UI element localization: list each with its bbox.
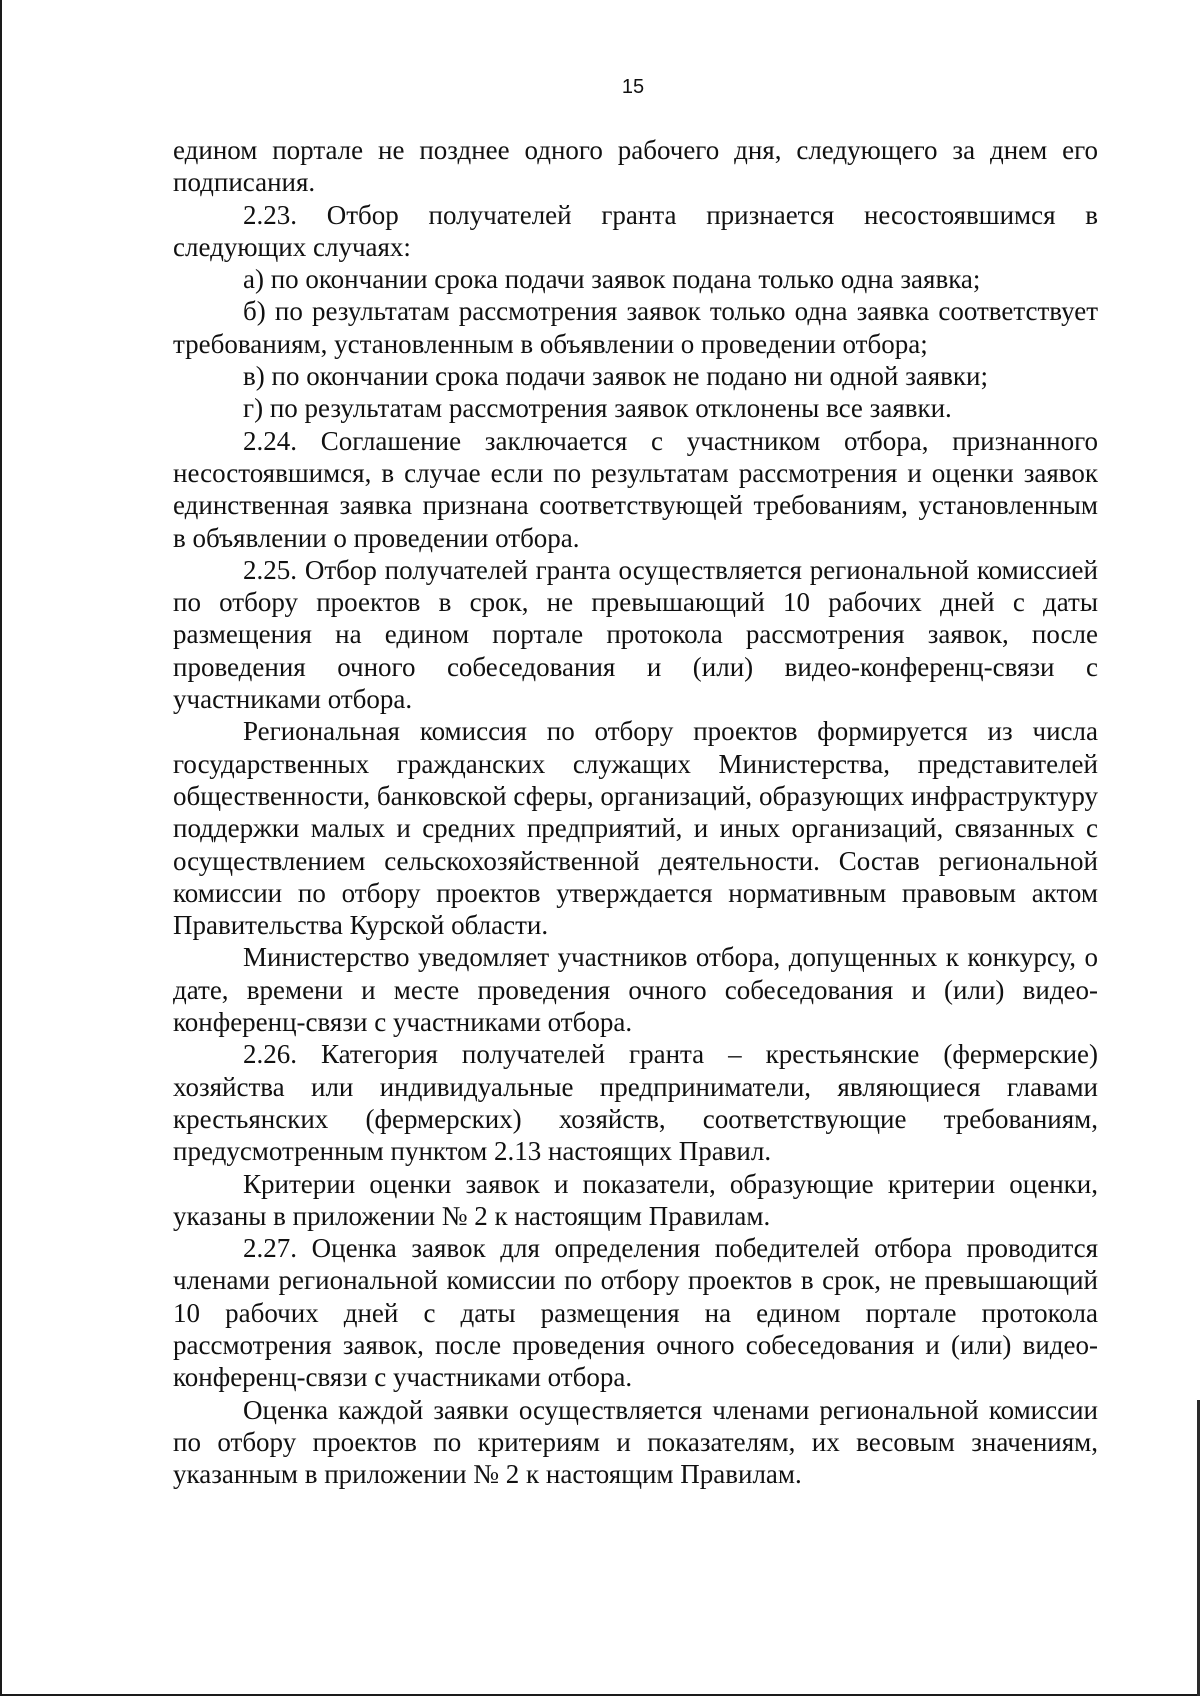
paragraph: 2.23. Отбор получателей гранта признается несостоявшимся в следующих случаях:	[173, 199, 1098, 262]
paragraph: 2.25. Отбор получателей гранта осуществляется региональной комиссией по отбору проектов в срок, не превышающий 10 рабочих дней с даты размещения на едином портале протокола рассмотрения заявок, после проведения очного собеседования и (или) видео-конференц-связи с участниками отбора.	[173, 554, 1098, 715]
paragraph: 2.26. Категория получателей гранта – крестьянские (фермерские) хозяйства или индивидуальные предприниматели, являющиеся главами крестьянских (фермерских) хозяйств, соответствующие требованиям, предусмотренным пунктом 2.13 настоящих Правил.	[173, 1039, 1098, 1167]
paragraph: Критерии оценки заявок и показатели, образующие критерии оценки, указаны в приложении № 2 к настоящим Правилам.	[173, 1168, 1098, 1231]
paragraph: едином портале не позднее одного рабочего дня, следующего за днем его подписания.	[173, 135, 1098, 198]
list-item: б) по результатам рассмотрения заявок только одна заявка соответствует требованиям, установленным в объявлении о проведении отбора;	[173, 296, 1098, 359]
document-body	[173, 134, 1098, 1490]
paragraph: Министерство уведомляет участников отбора, допущенных к конкурсу, о дате, времени и месте проведения очного собеседования и (или) видео-конференц-связи с участниками отбора.	[173, 942, 1098, 1038]
list-item: в) по окончании срока подачи заявок не подано ни одной заявки;	[243, 361, 988, 392]
paragraph: 2.24. Соглашение заключается с участником отбора, признанного несостоявшимся, в случае если по результатам рассмотрения и оценки заявок единственная заявка признана соответствующей требованиям, установленным в объявлении о проведении отбора.	[173, 425, 1098, 553]
paragraph: 2.27. Оценка заявок для определения победителей отбора проводится членами региональной комиссии по отбору проектов в срок, не превышающий 10 рабочих дней с даты размещения на едином портале протокола рассмотрения заявок, после проведения очного собеседования и (или) видео-конференц-связи с участниками отбора.	[173, 1233, 1098, 1393]
page-number: 15	[621, 76, 645, 98]
paragraph: Оценка каждой заявки осуществляется членами региональной комиссии по отбору проектов по критериям и показателям, их весовым значениям, указанным в приложении № 2 к настоящим Правилам.	[173, 1394, 1098, 1490]
paragraph: Региональная комиссия по отбору проектов формируется из числа государственных гражданских служащих Министерства, представителей общественности, банковской сферы, организаций, образующих инфраструктуру поддержки малых и средних предприятий, и иных организаций, связанных с осуществлением сельскохозяйственной деятельности. Состав региональной комиссии по отбору проектов утверждается нормативным правовым актом Правительства Курской области.	[173, 716, 1098, 941]
list-item: а) по окончании срока подачи заявок подана только одна заявка;	[243, 264, 981, 295]
list-item: г) по результатам рассмотрения заявок отклонены все заявки.	[243, 393, 952, 424]
scan-border-left	[0, 0, 2, 1696]
